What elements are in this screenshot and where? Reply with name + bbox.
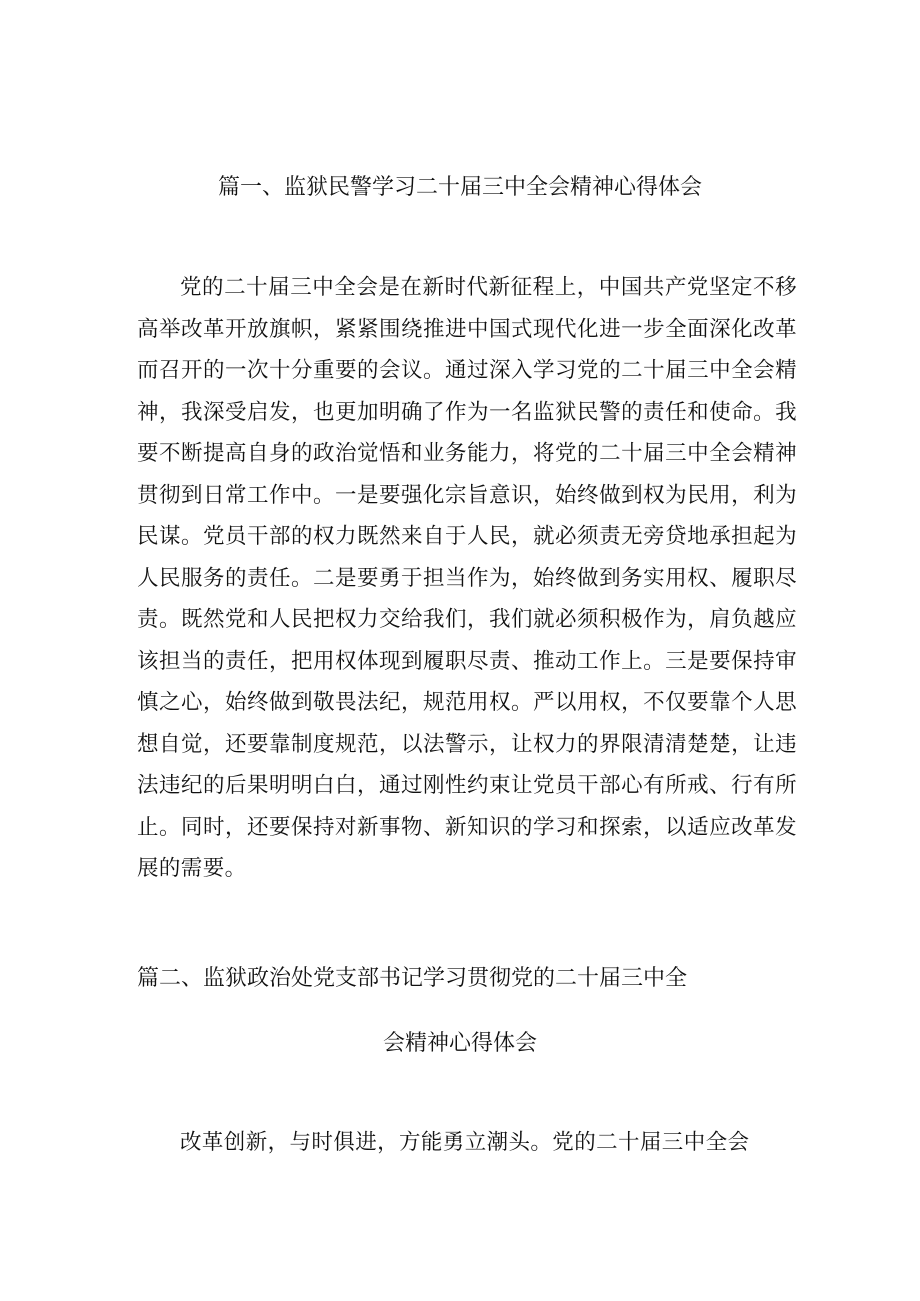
section1-paragraph: 党的二十届三中全会是在新时代新征程上，中国共产党坚定不移高举改革开放旗帜，紧紧围绕推进中国式现代化进一步全面深化改革而召开的一次十分重要的会议。通过深入学习党的二十届三中全会精神，我深受启发，也更加明确了作为一名监狱民警的责任和使命。我要不断提高自身的政治觉悟和业务能力，将党的二十届三中全会精神贯彻到日常工作中。一是要强化宗旨意识，始终做到权为民用，利为民谋。党员干部的权力既然来自于人民，就必须责无旁贷地承担起为人民服务的责任。二是要勇于担当作为，始终做到务实用权、履职尽责。既然党和人民把权力交给我们，我们就必须积极作为，肩负越应该担当的责任，把用权体现到履职尽责、推动工作上。三是要保持审慎之心，始终做到敬畏法纪，规范用权。严以用权，不仅要靠个人思想自觉，还要靠制度规范，以法警示，让权力的界限清清楚楚，让违法违纪的后果明明白白，通过刚性约束让党员干部心有所戒、行有所止。同时，还要保持对新事物、新知识的学习和探索，以适应改革发展的需要。 — [137, 275, 797, 881]
section2-paragraph: 改革创新，与时俱进，方能勇立潮头。党的二十届三中全会 — [180, 1130, 750, 1155]
section2-title-line1: 篇二、监狱政治处党支部书记学习贯彻党的二十届三中全 — [137, 966, 688, 991]
section1-title: 篇一、监狱民警学习二十届三中全会精神心得体会 — [217, 175, 702, 200]
section2-title-line2: 会精神心得体会 — [382, 1031, 537, 1056]
